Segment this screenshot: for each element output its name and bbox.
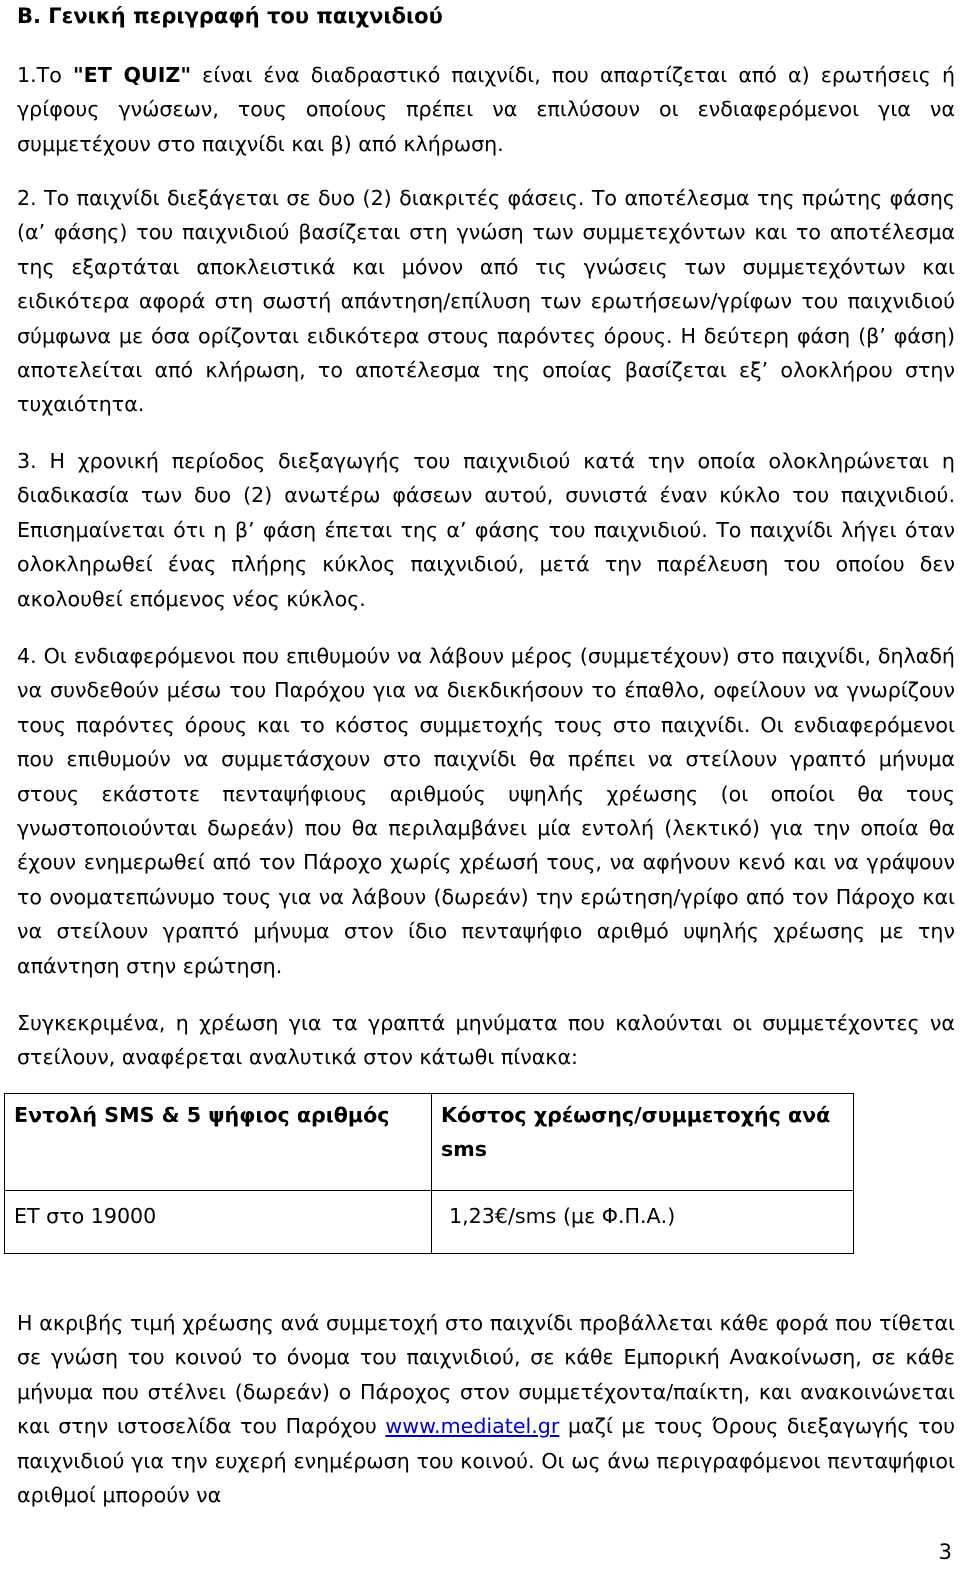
paragraph-5: Συγκεκριμένα, η χρέωση για τα γραπτά μηνύματα που καλούνται οι συμμετέχοντες να στείλουν, αναφέρεται αναλυτικά στον κάτωθι πίνακα: (17, 1011, 955, 1070)
game-name: "ET QUIZ" (72, 63, 192, 87)
paragraph-4: 4. Οι ενδιαφερόμενοι που επιθυμούν να λάβουν μέρος (συμμετέχουν) στο παιχνίδι, δηλαδή να συνδεθούν μέσω του Παρόχου για να διεκδικήσουν το έπαθλο, οφείλουν να γνωρίζουν τους παρόντες όρους και το κόστος συμμετοχής τους στο παιχνίδι. Οι ενδιαφερόμενοι που επιθυμούν να συμμετάσχουν στο παιχνίδι θα πρέπει να στείλουν γραπτό μήνυμα στους εκάστοτε πενταψήφιους αριθμούς υψηλής χρέωσης (οι οποίοι θα τους γνωστοποιούνται δωρεάν) που θα περιλαμβάνει μία εντολή (λεκτικό) για την οποία θα έχουν ενημερωθεί από τον Πάροχο χωρίς χρέωσή τους, να αφήνουν κενό και να γράψουν το ονοματεπώνυμο τους για να λάβουν (δωρεάν) την ερώτηση/γρίφο από τον Πάροχο και να στείλουν γραπτό μήνυμα στον ίδιο πενταψήφιο αριθμό υψηλής χρέωσης με την απάντηση στην ερώτηση. (17, 644, 955, 978)
paragraph-2: 2. Το παιχνίδι διεξάγεται σε δυο (2) διακριτές φάσεις. Το αποτέλεσμα της πρώτης φάσης (α’ φάσης) του παιχνιδιού βασίζεται στη γνώση των συμμετεχόντων και το αποτέλεσμα της εξαρτάται αποκλειστικά και μόνον από τις γνώσεις των συμμετεχόντων και ειδικότερα αφορά στη σωστή απάντηση/επίλυση των ερωτήσεων/γρίφων του παιχνιδιού σύμφωνα με όσα ορίζονται ειδικότερα στους παρόντες όρους. Η δεύτερη φάση (β’ φάση) αποτελείται από κλήρωση, το αποτέλεσμα της οποίας βασίζεται εξ’ ολοκλήρου στην τυχαιότητα. (17, 186, 955, 417)
mediatel-link[interactable]: www.mediatel.gr (385, 1414, 560, 1439)
page-number: 3 (938, 1540, 952, 1564)
paragraph-1-text: είναι ένα διαδραστικό παιχνίδι, που απαρτίζεται από α) ερωτήσεις ή γρίφους γνώσεων, τους οποίους πρέπει να επιλύσουν οι ενδιαφερόμενοι για να συμμετέχουν στο παιχνίδι και β) από κλήρωση. (17, 63, 956, 156)
table-cell-cost (432, 1191, 854, 1254)
table-header-row (5, 1094, 854, 1191)
table-cell-cost-text: 1,23€/sms (με Φ.Π.Α.) (449, 1204, 676, 1228)
section-title: Β. Γενική περιγραφή του παιχνιδιού (17, 4, 443, 28)
paragraph-3: 3. Η χρονική περίοδος διεξαγωγής του παιχνιδιού κατά την οποία ολοκληρώνεται η διαδικασία των δυο (2) ανωτέρω φάσεων αυτού, συνιστά έναν κύκλο του παιχνιδιού. Επισημαίνεται ότι η β’ φάση έπεται της α’ φάσης του παιχνιδιού. Το παιχνίδι λήγει όταν ολοκληρωθεί ένας πλήρης κύκλος παιχνιδιού, μετά την παρέλευση του οποίου δεν ακολουθεί επόμενος νέος κύκλος. (17, 449, 955, 611)
sms-charge-table (4, 1093, 854, 1254)
table-header-cost: Κόστος χρέωσης/συμμετοχής ανά sms (432, 1094, 854, 1191)
paragraph-6-text-end: μαζί με τους Όρους διεξαγωγής του παιχνιδιού για την ευχερή ενημέρωση του κοινού. Οι ως άνω περιγραφόμενοι πενταψήφιοι αριθμοί μπορούν να (17, 1414, 955, 1508)
paragraph-6 (17, 1306, 955, 1512)
paragraph-1-number: 1.Το (17, 63, 73, 87)
table-header-command: Εντολή SMS & 5 ψήφιος αριθμός (5, 1094, 432, 1191)
table-cell-command: ET στο 19000 (5, 1191, 432, 1254)
paragraph-6-text: Η ακριβής τιμή χρέωσης ανά συμμετοχή στο παιχνίδι προβάλλεται κάθε φορά που τίθεται σε γνώση του κοινού το όνομα του παιχνιδιού, σε κάθε Εμπορική Ανακοίνωση, σε κάθε μήνυμα που στέλνει (δωρεάν) ο Πάροχος στον συμμετέχοντα/παίκτη, και ανακοινώνεται και στην ιστοσελίδα του Παρόχου (17, 1311, 955, 1439)
table-row (5, 1191, 854, 1254)
paragraph-1 (17, 58, 955, 161)
